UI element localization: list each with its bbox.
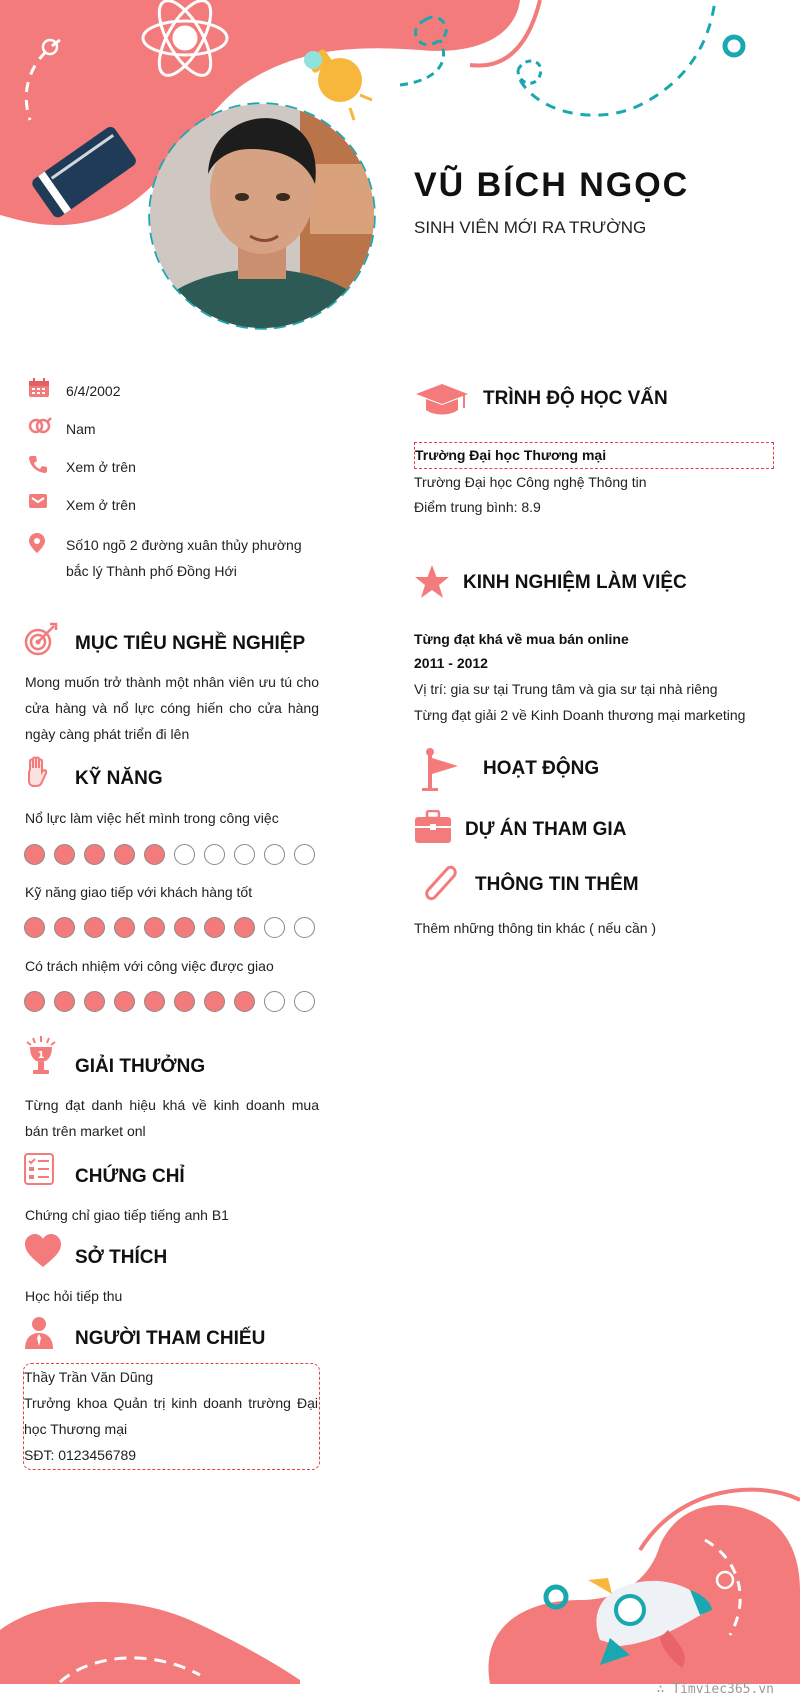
reference-position: Trưởng khoa Quản trị kinh doanh trường Đại học Thương mại: [24, 1395, 318, 1437]
candidate-name: VŨ BÍCH NGỌC: [414, 166, 690, 204]
additional-info-text: Thêm những thông tin khác ( nếu cần ): [414, 920, 657, 936]
gender-text: Nam: [66, 421, 96, 437]
skill-dot-filled: [234, 917, 255, 938]
education-school: Trường Đại học Thương mại: [415, 447, 607, 463]
career-goal-title: MỤC TIÊU NGHỀ NGHIỆP: [75, 633, 306, 654]
skill-dot-empty: [264, 917, 285, 938]
skill-dot-empty: [174, 844, 195, 865]
address-text: [66, 532, 302, 584]
briefcase-icon: [414, 810, 452, 844]
info-email: [28, 492, 338, 518]
calendar-icon: [28, 378, 54, 400]
projects-title: DỰ ÁN THAM GIA: [465, 819, 627, 840]
skill-dot-empty: [204, 844, 225, 865]
education-school-box: [414, 442, 774, 469]
career-goal-text: Mong muốn trở thành một nhân viên ưu tú cho cửa hàng và nổ lực cóng hiến cho cửa hàng ngày càng phát triển đi lên: [25, 674, 319, 742]
activities-title: HOẠT ĐỘNG: [483, 758, 600, 779]
skill-rating: [24, 991, 315, 1012]
skill-dot-filled: [114, 917, 135, 938]
target-icon: [24, 622, 58, 656]
skill-dot-filled: [204, 917, 225, 938]
star-icon: [414, 564, 450, 600]
candidate-subtitle: SINH VIÊN MỚI RA TRƯỜNG: [414, 218, 647, 237]
references-box: [23, 1363, 320, 1470]
awards-text: Từng đạt danh hiệu khá về kinh doanh mua bán trên market onl: [25, 1097, 319, 1139]
address-line-1: Số10 ngõ 2 đường xuân thủy phường: [66, 537, 302, 553]
trophy-icon: [24, 1036, 58, 1078]
watermark: ∴ Timviec365.vn: [656, 1682, 774, 1697]
skill-dot-filled: [24, 917, 45, 938]
education-title: TRÌNH ĐỘ HỌC VẤN: [483, 388, 668, 409]
skill-dot-filled: [84, 991, 105, 1012]
graduation-cap-icon: [414, 382, 470, 418]
location-icon: [28, 532, 54, 554]
experience-detail: Từng đạt giải 2 về Kinh Doanh thương mại marketing: [414, 707, 746, 723]
certificates-title: CHỨNG CHỈ: [75, 1166, 185, 1187]
skill-dot-filled: [174, 991, 195, 1012]
education-gpa: Điểm trung bình: 8.9: [414, 499, 541, 515]
skill-dot-filled: [54, 917, 75, 938]
phone-icon: [28, 454, 54, 476]
info-phone: [28, 454, 338, 480]
flag-icon: [420, 748, 460, 792]
skill-rating: [24, 844, 315, 865]
hobbies-title: SỞ THÍCH: [75, 1247, 168, 1268]
skill-dot-filled: [54, 844, 75, 865]
checklist-icon: [24, 1153, 54, 1185]
info-gender: [28, 416, 338, 442]
skill-dot-empty: [294, 844, 315, 865]
skill-rating: [24, 917, 315, 938]
skills-title: KỸ NĂNG: [75, 768, 163, 789]
skill-dot-empty: [264, 991, 285, 1012]
skill-dot-filled: [84, 917, 105, 938]
skill-name: Kỹ năng giao tiếp với khách hàng tốt: [25, 884, 253, 900]
skill-dot-filled: [54, 991, 75, 1012]
skill-dot-empty: [294, 917, 315, 938]
skill-dot-filled: [144, 991, 165, 1012]
avatar: [150, 104, 374, 328]
footer-decoration: [0, 1470, 800, 1704]
awards-title: GIẢI THƯỞNG: [75, 1056, 206, 1077]
phone-text: Xem ở trên: [66, 459, 136, 475]
education-major: Trường Đại học Công nghệ Thông tin: [414, 474, 647, 490]
skill-dot-empty: [264, 844, 285, 865]
skill-dot-filled: [144, 844, 165, 865]
skill-name: Có trách nhiệm với công việc được giao: [25, 958, 274, 974]
skill-dot-filled: [114, 844, 135, 865]
skill-dot-filled: [174, 917, 195, 938]
gender-icon: [28, 416, 54, 438]
hand-icon: [24, 756, 50, 788]
skill-dot-filled: [114, 991, 135, 1012]
skill-dot-filled: [24, 844, 45, 865]
person-icon: [24, 1316, 54, 1350]
skill-dot-filled: [144, 917, 165, 938]
skill-dot-empty: [294, 991, 315, 1012]
experience-title: KINH NGHIỆM LÀM VIỆC: [463, 572, 687, 593]
email-icon: [28, 492, 54, 514]
skill-name: Nổ lực làm việc hết mình trong công việc: [25, 810, 279, 826]
skill-dot-filled: [234, 991, 255, 1012]
heart-icon: [24, 1234, 62, 1268]
hobbies-text: Học hỏi tiếp thu: [25, 1288, 123, 1304]
birthdate-text: 6/4/2002: [66, 383, 121, 399]
svg-text:1: 1: [37, 1050, 45, 1061]
experience-period: 2011 - 2012: [414, 655, 488, 671]
certificates-text: Chứng chỉ giao tiếp tiếng anh B1: [25, 1207, 229, 1223]
email-text: Xem ở trên: [66, 497, 136, 513]
additional-info-title: THÔNG TIN THÊM: [475, 874, 639, 895]
reference-phone: SĐT: 0123456789: [24, 1447, 137, 1463]
experience-position: Vị trí: gia sư tại Trung tâm và gia sư tại nhà riêng: [414, 681, 718, 697]
skill-dot-filled: [204, 991, 225, 1012]
experience-company: Từng đạt khá về mua bán online: [414, 631, 629, 647]
skill-dot-filled: [24, 991, 45, 1012]
info-birthdate: [28, 378, 338, 404]
references-title: NGƯỜI THAM CHIẾU: [75, 1328, 266, 1349]
info-address: [28, 532, 338, 584]
reference-name: Thầy Trần Văn Dũng: [24, 1369, 154, 1385]
address-line-2: bắc lý Thành phố Đồng Hới: [66, 563, 237, 579]
skill-dot-empty: [234, 844, 255, 865]
paperclip-icon: [418, 862, 460, 906]
skill-dot-filled: [84, 844, 105, 865]
